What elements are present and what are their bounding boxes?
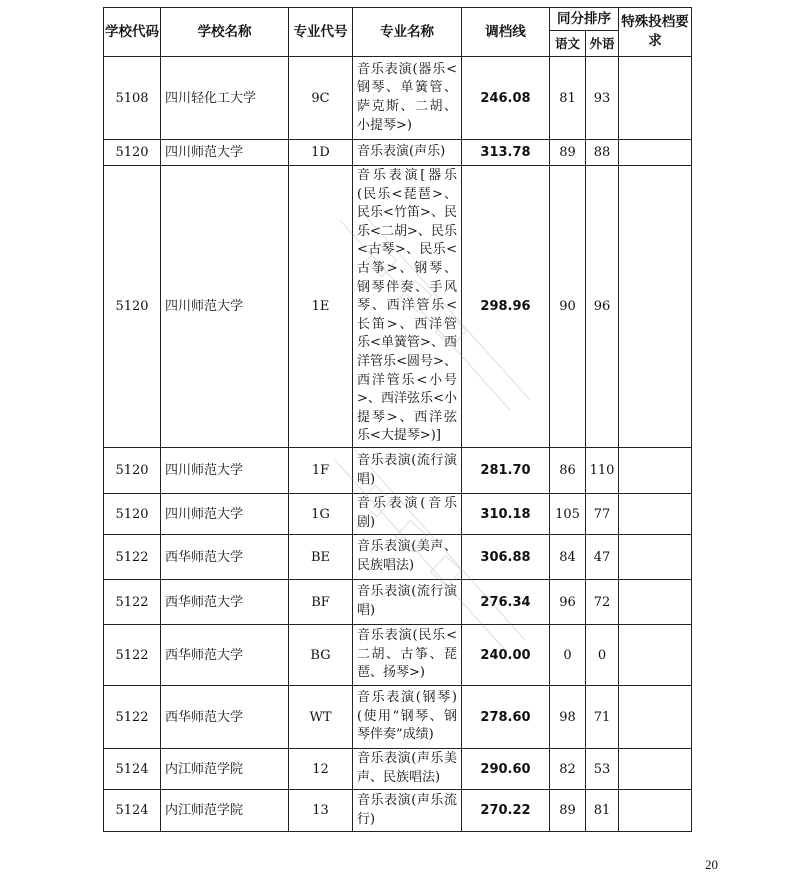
cell-foreign-rank: 53 [586, 749, 619, 790]
header-foreign-language: 外语 [586, 31, 619, 57]
cell-major-name: 音乐表演(钢琴)(使用“钢琴、钢琴伴奏”成绩) [353, 686, 462, 749]
cell-school-name: 内江师范学院 [161, 790, 289, 832]
cell-major-code: BG [289, 625, 353, 686]
cell-school-code: 5120 [104, 140, 161, 166]
cell-school-name: 西华师范大学 [161, 686, 289, 749]
cell-major-name: 音乐表演(流行演唱) [353, 448, 462, 494]
cell-major-name: 音乐表演(音乐剧) [353, 494, 462, 535]
table-row [104, 448, 692, 494]
cell-foreign-rank: 93 [586, 57, 619, 140]
header-adjusted-line: 调档线 [462, 8, 550, 57]
header-special-requirements: 特殊投档要求 [619, 8, 692, 57]
page-number: 20 [705, 857, 718, 872]
cell-chinese-rank: 98 [550, 686, 586, 749]
cell-adjusted-line: 240.00 [462, 625, 550, 686]
cell-school-code: 5122 [104, 580, 161, 625]
cell-major-code: 1E [289, 166, 353, 448]
cell-school-code: 5108 [104, 57, 161, 140]
cell-major-code: 1D [289, 140, 353, 166]
cell-special-requirement [619, 580, 692, 625]
table-row [104, 580, 692, 625]
cell-major-code: 1F [289, 448, 353, 494]
cell-school-name: 西华师范大学 [161, 580, 289, 625]
cell-school-name: 西华师范大学 [161, 535, 289, 580]
cell-special-requirement [619, 686, 692, 749]
cell-foreign-rank: 110 [586, 448, 619, 494]
cell-major-name: 音乐表演(民乐<二胡、古筝、琵琶、扬琴>) [353, 625, 462, 686]
cell-major-code: WT [289, 686, 353, 749]
cell-chinese-rank: 96 [550, 580, 586, 625]
cell-major-code: 12 [289, 749, 353, 790]
cell-school-name: 四川轻化工大学 [161, 57, 289, 140]
cell-special-requirement [619, 166, 692, 448]
cell-major-code: BF [289, 580, 353, 625]
cell-adjusted-line: 298.96 [462, 166, 550, 448]
cell-school-code: 5122 [104, 686, 161, 749]
cell-special-requirement [619, 535, 692, 580]
table-row [104, 494, 692, 535]
table-row [104, 625, 692, 686]
cell-chinese-rank: 86 [550, 448, 586, 494]
table-row [104, 749, 692, 790]
cell-adjusted-line: 270.22 [462, 790, 550, 832]
cell-chinese-rank: 89 [550, 140, 586, 166]
cell-special-requirement [619, 57, 692, 140]
cell-special-requirement [619, 749, 692, 790]
header-school-code: 学校代码 [104, 8, 161, 57]
cell-adjusted-line: 310.18 [462, 494, 550, 535]
cell-adjusted-line: 313.78 [462, 140, 550, 166]
cell-special-requirement [619, 494, 692, 535]
cell-chinese-rank: 0 [550, 625, 586, 686]
cell-foreign-rank: 47 [586, 535, 619, 580]
cell-school-code: 5124 [104, 749, 161, 790]
cell-school-code: 5122 [104, 625, 161, 686]
cell-foreign-rank: 81 [586, 790, 619, 832]
table-row [104, 57, 692, 140]
cell-foreign-rank: 0 [586, 625, 619, 686]
cell-school-name: 四川师范大学 [161, 140, 289, 166]
header-same-score-rank: 同分排序 [550, 8, 619, 31]
cell-adjusted-line: 290.60 [462, 749, 550, 790]
cell-major-name: 音乐表演(声乐美声、民族唱法) [353, 749, 462, 790]
table-row [104, 790, 692, 832]
cell-adjusted-line: 278.60 [462, 686, 550, 749]
cell-foreign-rank: 96 [586, 166, 619, 448]
cell-chinese-rank: 84 [550, 535, 586, 580]
cell-school-code: 5122 [104, 535, 161, 580]
table-body [104, 57, 692, 832]
cell-major-code: 1G [289, 494, 353, 535]
header-major-name: 专业名称 [353, 8, 462, 57]
table-row [104, 140, 692, 166]
table-row [104, 166, 692, 448]
cell-adjusted-line: 306.88 [462, 535, 550, 580]
cell-chinese-rank: 90 [550, 166, 586, 448]
cell-school-code: 5124 [104, 790, 161, 832]
cell-special-requirement [619, 625, 692, 686]
cell-special-requirement [619, 140, 692, 166]
cell-major-name: 音乐表演(声乐流行) [353, 790, 462, 832]
cell-adjusted-line: 246.08 [462, 57, 550, 140]
cell-foreign-rank: 88 [586, 140, 619, 166]
header-major-code: 专业代号 [289, 8, 353, 57]
table-row [104, 535, 692, 580]
cell-school-name: 四川师范大学 [161, 448, 289, 494]
admission-score-table [103, 7, 692, 832]
cell-major-name: 音乐表演[器乐(民乐<琵琶>、民乐<竹笛>、民乐<二胡>、民乐<古琴>、民乐<古筝>、钢琴、钢琴伴奏、手风琴、西洋管乐<长笛>、西洋管乐<单簧管>、西洋管乐<圆号>、西洋管乐<小号>、西洋弦乐<小提琴>、西洋弦乐<大提琴>)] [353, 166, 462, 448]
cell-school-name: 四川师范大学 [161, 494, 289, 535]
cell-major-name: 音乐表演(器乐<钢琴、单簧管、萨克斯、二胡、小提琴>) [353, 57, 462, 140]
cell-major-name: 音乐表演(声乐) [353, 140, 462, 166]
header-school-name: 学校名称 [161, 8, 289, 57]
cell-major-code: BE [289, 535, 353, 580]
cell-foreign-rank: 77 [586, 494, 619, 535]
cell-school-name: 内江师范学院 [161, 749, 289, 790]
cell-major-name: 音乐表演(流行演唱) [353, 580, 462, 625]
cell-school-code: 5120 [104, 494, 161, 535]
cell-special-requirement [619, 448, 692, 494]
cell-chinese-rank: 81 [550, 57, 586, 140]
cell-school-code: 5120 [104, 166, 161, 448]
cell-school-name: 西华师范大学 [161, 625, 289, 686]
cell-adjusted-line: 281.70 [462, 448, 550, 494]
cell-major-code: 9C [289, 57, 353, 140]
cell-chinese-rank: 82 [550, 749, 586, 790]
cell-adjusted-line: 276.34 [462, 580, 550, 625]
header-chinese: 语文 [550, 31, 586, 57]
cell-school-name: 四川师范大学 [161, 166, 289, 448]
cell-school-code: 5120 [104, 448, 161, 494]
table-row [104, 686, 692, 749]
cell-foreign-rank: 71 [586, 686, 619, 749]
cell-foreign-rank: 72 [586, 580, 619, 625]
cell-chinese-rank: 89 [550, 790, 586, 832]
cell-major-code: 13 [289, 790, 353, 832]
cell-major-name: 音乐表演(美声、民族唱法) [353, 535, 462, 580]
cell-special-requirement [619, 790, 692, 832]
cell-chinese-rank: 105 [550, 494, 586, 535]
